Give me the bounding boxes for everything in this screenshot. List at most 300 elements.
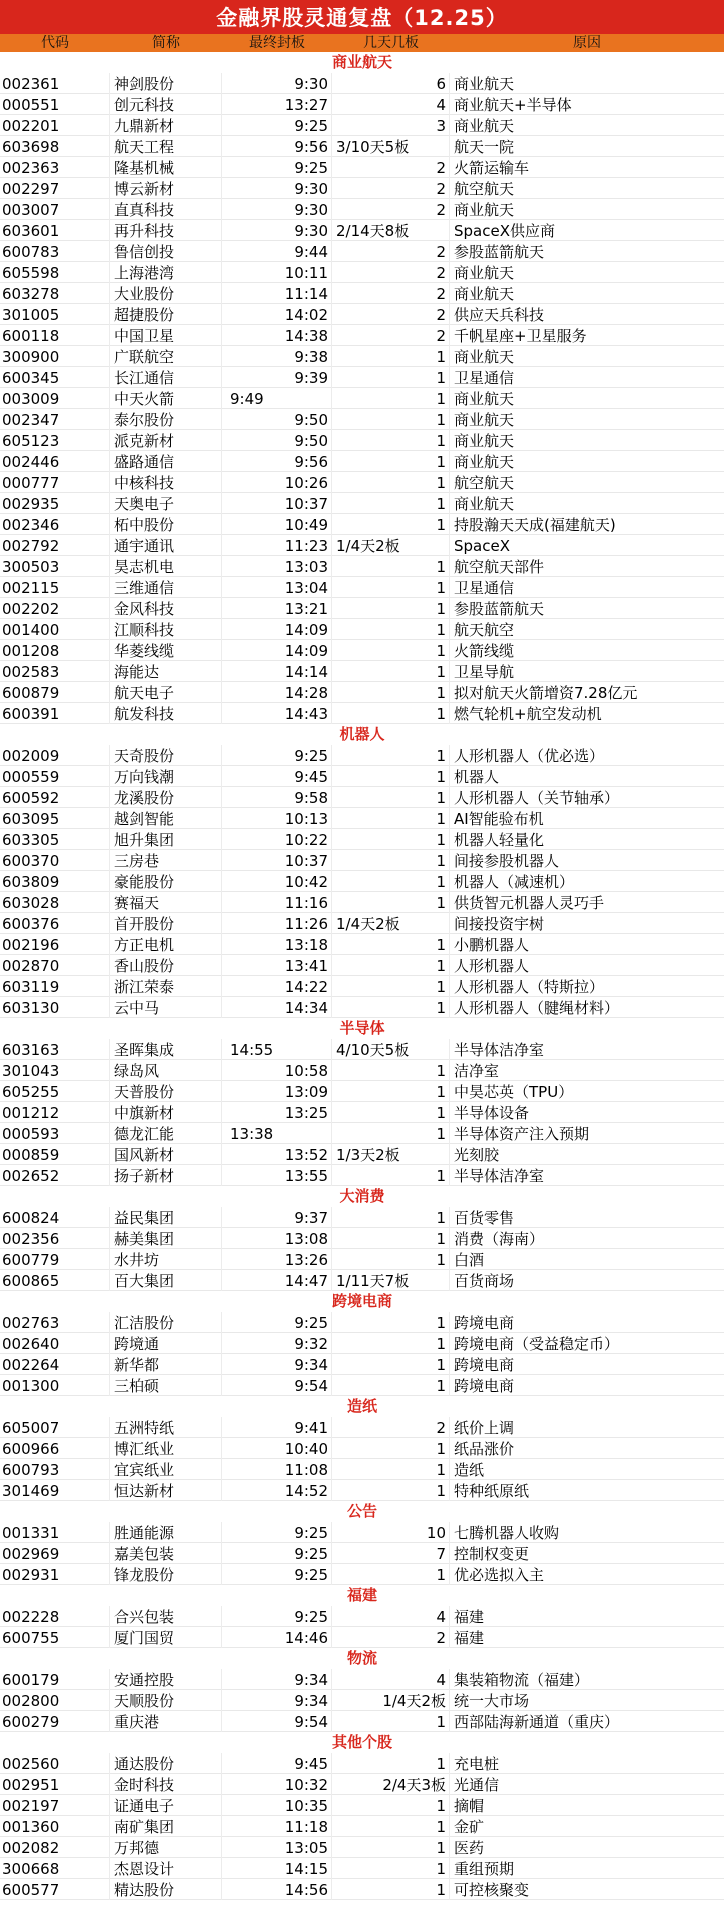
stock-name: 天奥电子 bbox=[110, 493, 222, 514]
table-row bbox=[0, 1753, 724, 1774]
limit-up-time: 10:13 bbox=[222, 808, 332, 829]
board-count: 1 bbox=[332, 1312, 450, 1333]
board-count: 6 bbox=[332, 73, 450, 94]
limit-up-time: 9:54 bbox=[222, 1711, 332, 1732]
table-row bbox=[0, 493, 724, 514]
board-count: 1 bbox=[332, 1123, 450, 1144]
reason: 商业航天 bbox=[454, 495, 515, 513]
table-row bbox=[0, 1459, 724, 1480]
stock-code: 603601 bbox=[0, 220, 110, 241]
limit-up-time: 10:42 bbox=[222, 871, 332, 892]
limit-up-time: 11:16 bbox=[222, 892, 332, 913]
reason: AI智能验布机 bbox=[454, 810, 544, 828]
table-row bbox=[0, 934, 724, 955]
section-header: 其他个股 bbox=[331, 1733, 392, 1751]
stock-name: 国风新材 bbox=[110, 1144, 222, 1165]
reason: 半导体设备 bbox=[454, 1104, 530, 1122]
stock-name: 创元科技 bbox=[110, 94, 222, 115]
board-count: 1 bbox=[332, 1858, 450, 1879]
limit-up-time: 9:25 bbox=[222, 1606, 332, 1627]
board-count: 1 bbox=[332, 514, 450, 535]
board-count: 4 bbox=[332, 94, 450, 115]
stock-code: 600879 bbox=[0, 682, 110, 703]
stock-name: 豪能股份 bbox=[110, 871, 222, 892]
board-count: 2 bbox=[332, 1627, 450, 1648]
limit-up-time: 10:22 bbox=[222, 829, 332, 850]
reason: 商业航天 bbox=[454, 201, 515, 219]
reason: 卫星通信 bbox=[454, 579, 515, 597]
table-header bbox=[0, 34, 724, 52]
reason: 半导体洁净室 bbox=[454, 1167, 545, 1185]
limit-up-time: 14:55 bbox=[222, 1039, 332, 1060]
board-count: 4 bbox=[332, 1606, 450, 1627]
table-row bbox=[0, 73, 724, 94]
reason: 纸品涨价 bbox=[454, 1440, 515, 1458]
reason: 半导体洁净室 bbox=[454, 1041, 545, 1059]
reason: 福建 bbox=[454, 1608, 485, 1626]
section-header: 公告 bbox=[346, 1502, 377, 1520]
table-row bbox=[0, 1144, 724, 1165]
stock-name: 通宇通讯 bbox=[110, 535, 222, 556]
table-row bbox=[0, 178, 724, 199]
reason: 参股蓝箭航天 bbox=[454, 600, 545, 618]
stock-name: 精达股份 bbox=[110, 1879, 222, 1900]
stock-code: 002800 bbox=[0, 1690, 110, 1711]
stock-code: 600577 bbox=[0, 1879, 110, 1900]
column-header-name: 简称 bbox=[152, 35, 180, 51]
table-row bbox=[0, 1333, 724, 1354]
limit-up-time: 9:25 bbox=[222, 1522, 332, 1543]
board-count: 10 bbox=[332, 1522, 450, 1543]
reason: 福建 bbox=[454, 1629, 485, 1647]
stock-code: 002446 bbox=[0, 451, 110, 472]
table-row bbox=[0, 304, 724, 325]
stock-name: 博云新材 bbox=[110, 178, 222, 199]
table-row bbox=[0, 283, 724, 304]
stock-name: 航天工程 bbox=[110, 136, 222, 157]
reason: 商业航天 bbox=[454, 348, 515, 366]
board-count: 1 bbox=[332, 556, 450, 577]
table-row bbox=[0, 430, 724, 451]
reason: 重组预期 bbox=[454, 1860, 515, 1878]
stock-code: 001360 bbox=[0, 1816, 110, 1837]
limit-up-time: 10:37 bbox=[222, 850, 332, 871]
stock-code: 002228 bbox=[0, 1606, 110, 1627]
table-row bbox=[0, 1249, 724, 1270]
board-count: 1 bbox=[332, 955, 450, 976]
limit-up-time: 11:18 bbox=[222, 1816, 332, 1837]
stock-name: 金风科技 bbox=[110, 598, 222, 619]
stock-code: 000859 bbox=[0, 1144, 110, 1165]
limit-up-time: 9:25 bbox=[222, 157, 332, 178]
board-count: 1 bbox=[332, 682, 450, 703]
table-row bbox=[0, 1123, 724, 1144]
reason: 间接投资宇树 bbox=[454, 915, 545, 933]
stock-code: 002201 bbox=[0, 115, 110, 136]
reason: 商业航天 bbox=[454, 411, 515, 429]
reason: 航空航天部件 bbox=[454, 558, 545, 576]
stock-name: 万向钱潮 bbox=[110, 766, 222, 787]
stock-name: 赛福天 bbox=[110, 892, 222, 913]
stock-name: 中核科技 bbox=[110, 472, 222, 493]
reason: 机器人轻量化 bbox=[454, 831, 545, 849]
section-header: 机器人 bbox=[339, 725, 385, 743]
board-count: 1 bbox=[332, 388, 450, 409]
limit-up-time: 9:58 bbox=[222, 787, 332, 808]
limit-up-time: 10:37 bbox=[222, 493, 332, 514]
limit-up-time: 13:05 bbox=[222, 1837, 332, 1858]
board-count: 1 bbox=[332, 850, 450, 871]
stock-name: 龙溪股份 bbox=[110, 787, 222, 808]
table-row bbox=[0, 787, 724, 808]
reason: 航天航空 bbox=[454, 621, 515, 639]
reason: 可控核聚变 bbox=[454, 1881, 530, 1899]
reason: 商业航天 bbox=[454, 453, 515, 471]
board-count: 3/10天5板 bbox=[332, 136, 450, 157]
reason: 人形机器人（腱绳材料） bbox=[454, 999, 620, 1017]
stock-name: 合兴包装 bbox=[110, 1606, 222, 1627]
board-count: 1 bbox=[332, 472, 450, 493]
table-row bbox=[0, 1711, 724, 1732]
stock-code: 002196 bbox=[0, 934, 110, 955]
stock-name: 圣晖集成 bbox=[110, 1039, 222, 1060]
reason: 持股瀚天天成(福建航天) bbox=[454, 516, 616, 534]
limit-up-time: 13:04 bbox=[222, 577, 332, 598]
reason: 卫星导航 bbox=[454, 663, 515, 681]
stock-name: 中天火箭 bbox=[110, 388, 222, 409]
stock-code: 603119 bbox=[0, 976, 110, 997]
table-row bbox=[0, 1690, 724, 1711]
table-row bbox=[0, 661, 724, 682]
stock-name: 香山股份 bbox=[110, 955, 222, 976]
reason: 航空航天 bbox=[454, 474, 515, 492]
reason: 供货智元机器人灵巧手 bbox=[454, 894, 605, 912]
reason: 商业航天 bbox=[454, 117, 515, 135]
stock-name: 三维通信 bbox=[110, 577, 222, 598]
limit-up-time: 14:02 bbox=[222, 304, 332, 325]
limit-up-time: 14:43 bbox=[222, 703, 332, 724]
stock-code: 300503 bbox=[0, 556, 110, 577]
board-count: 1 bbox=[332, 1711, 450, 1732]
board-count: 1 bbox=[332, 745, 450, 766]
reason: 商业航天 bbox=[454, 285, 515, 303]
stock-name: 博汇纸业 bbox=[110, 1438, 222, 1459]
limit-up-time: 11:26 bbox=[222, 913, 332, 934]
limit-up-time: 14:34 bbox=[222, 997, 332, 1018]
reason: 商业航天 bbox=[454, 432, 515, 450]
board-count: 1 bbox=[332, 1837, 450, 1858]
table-row bbox=[0, 598, 724, 619]
stock-name: 盛路通信 bbox=[110, 451, 222, 472]
stock-code: 001212 bbox=[0, 1102, 110, 1123]
reason: 商业航天 bbox=[454, 75, 515, 93]
board-count: 2 bbox=[332, 283, 450, 304]
table-row bbox=[0, 367, 724, 388]
stock-name: 越剑智能 bbox=[110, 808, 222, 829]
reason: 光刻胶 bbox=[454, 1146, 500, 1164]
stock-name: 胜通能源 bbox=[110, 1522, 222, 1543]
limit-up-time: 14:14 bbox=[222, 661, 332, 682]
stock-name: 锋龙股份 bbox=[110, 1564, 222, 1585]
column-header-time: 最终封板 bbox=[249, 35, 305, 51]
reason: 跨境电商（受益稳定币） bbox=[454, 1335, 620, 1353]
limit-up-time: 11:08 bbox=[222, 1459, 332, 1480]
board-count: 1/3天2板 bbox=[332, 1144, 450, 1165]
stock-code: 003009 bbox=[0, 388, 110, 409]
stock-code: 603130 bbox=[0, 997, 110, 1018]
reason: 小鹏机器人 bbox=[454, 936, 530, 954]
limit-up-time: 13:18 bbox=[222, 934, 332, 955]
board-count: 1 bbox=[332, 1459, 450, 1480]
reason: 商业航天+半导体 bbox=[454, 96, 572, 114]
stock-code: 600179 bbox=[0, 1669, 110, 1690]
reason: 跨境电商 bbox=[454, 1377, 515, 1395]
stock-name: 宜宾纸业 bbox=[110, 1459, 222, 1480]
table-row bbox=[0, 619, 724, 640]
stock-name: 江顺科技 bbox=[110, 619, 222, 640]
limit-up-time: 10:49 bbox=[222, 514, 332, 535]
stock-code: 001400 bbox=[0, 619, 110, 640]
table-row bbox=[0, 94, 724, 115]
stock-name: 绿岛风 bbox=[110, 1060, 222, 1081]
table-row bbox=[0, 346, 724, 367]
limit-up-time: 14:47 bbox=[222, 1270, 332, 1291]
board-count: 1 bbox=[332, 577, 450, 598]
stock-name: 嘉美包装 bbox=[110, 1543, 222, 1564]
board-count: 1 bbox=[332, 871, 450, 892]
limit-up-time: 9:30 bbox=[222, 220, 332, 241]
limit-up-time: 13:52 bbox=[222, 1144, 332, 1165]
stock-code: 600793 bbox=[0, 1459, 110, 1480]
stock-name: 德龙汇能 bbox=[110, 1123, 222, 1144]
table-row bbox=[0, 388, 724, 409]
stock-code: 002583 bbox=[0, 661, 110, 682]
reason: 统一大市场 bbox=[454, 1692, 530, 1710]
limit-up-time: 9:38 bbox=[222, 346, 332, 367]
stock-name: 隆基机械 bbox=[110, 157, 222, 178]
limit-up-time: 13:55 bbox=[222, 1165, 332, 1186]
table-row bbox=[0, 808, 724, 829]
board-count: 1/4天2板 bbox=[332, 1690, 450, 1711]
reason: 供应天兵科技 bbox=[454, 306, 545, 324]
table-row bbox=[0, 514, 724, 535]
limit-up-time: 10:58 bbox=[222, 1060, 332, 1081]
reason: 人形机器人 bbox=[454, 957, 530, 975]
stock-name: 恒达新材 bbox=[110, 1480, 222, 1501]
board-count: 2 bbox=[332, 157, 450, 178]
board-count: 2 bbox=[332, 262, 450, 283]
stock-code: 000777 bbox=[0, 472, 110, 493]
table-row bbox=[0, 1522, 724, 1543]
stock-code: 301043 bbox=[0, 1060, 110, 1081]
stock-name: 通达股份 bbox=[110, 1753, 222, 1774]
table-row bbox=[0, 766, 724, 787]
table-row bbox=[0, 1837, 724, 1858]
board-count: 1 bbox=[332, 1564, 450, 1585]
table-row bbox=[0, 535, 724, 556]
reason: 航天一院 bbox=[454, 138, 515, 156]
stock-code: 600865 bbox=[0, 1270, 110, 1291]
table-row bbox=[0, 1564, 724, 1585]
stock-name: 南矿集团 bbox=[110, 1816, 222, 1837]
limit-up-time: 9:41 bbox=[222, 1417, 332, 1438]
stock-name: 泰尔股份 bbox=[110, 409, 222, 430]
limit-up-time: 9:25 bbox=[222, 745, 332, 766]
stock-name: 直真科技 bbox=[110, 199, 222, 220]
reason: 卫星通信 bbox=[454, 369, 515, 387]
stock-name: 九鼎新材 bbox=[110, 115, 222, 136]
stock-code: 002931 bbox=[0, 1564, 110, 1585]
board-count: 1 bbox=[332, 1816, 450, 1837]
stock-name: 五洲特纸 bbox=[110, 1417, 222, 1438]
board-count: 1 bbox=[332, 1207, 450, 1228]
table-row bbox=[0, 997, 724, 1018]
stock-code: 600592 bbox=[0, 787, 110, 808]
limit-up-time: 9:44 bbox=[222, 241, 332, 262]
stock-name: 新华都 bbox=[110, 1354, 222, 1375]
stock-code: 603028 bbox=[0, 892, 110, 913]
reason: SpaceX供应商 bbox=[454, 222, 555, 240]
stock-code: 000551 bbox=[0, 94, 110, 115]
board-count: 1 bbox=[332, 619, 450, 640]
limit-up-time: 11:14 bbox=[222, 283, 332, 304]
reason: 燃气轮机+航空发动机 bbox=[454, 705, 602, 723]
board-count: 1 bbox=[332, 1228, 450, 1249]
table-row bbox=[0, 829, 724, 850]
stock-code: 002792 bbox=[0, 535, 110, 556]
limit-up-time: 13:09 bbox=[222, 1081, 332, 1102]
stock-name: 赫美集团 bbox=[110, 1228, 222, 1249]
stock-name: 三柏硕 bbox=[110, 1375, 222, 1396]
board-count: 1 bbox=[332, 997, 450, 1018]
limit-up-time: 9:45 bbox=[222, 1753, 332, 1774]
stock-name: 汇洁股份 bbox=[110, 1312, 222, 1333]
stock-code: 000559 bbox=[0, 766, 110, 787]
stock-name: 广联航空 bbox=[110, 346, 222, 367]
stock-code: 603698 bbox=[0, 136, 110, 157]
limit-up-time: 14:22 bbox=[222, 976, 332, 997]
stock-code: 002346 bbox=[0, 514, 110, 535]
section-header: 商业航天 bbox=[331, 53, 392, 71]
limit-up-time: 9:56 bbox=[222, 136, 332, 157]
limit-up-time: 9:25 bbox=[222, 1312, 332, 1333]
board-count: 1 bbox=[332, 976, 450, 997]
table-row bbox=[0, 1438, 724, 1459]
table-row bbox=[0, 1606, 724, 1627]
stock-name: 金时科技 bbox=[110, 1774, 222, 1795]
limit-up-time: 14:28 bbox=[222, 682, 332, 703]
reason: 白酒 bbox=[454, 1251, 485, 1269]
board-count: 1 bbox=[332, 661, 450, 682]
board-count: 1 bbox=[332, 346, 450, 367]
section-header: 大消费 bbox=[339, 1187, 385, 1205]
stock-name: 扬子新材 bbox=[110, 1165, 222, 1186]
stock-name: 昊志机电 bbox=[110, 556, 222, 577]
stock-code: 605255 bbox=[0, 1081, 110, 1102]
table-row bbox=[0, 1270, 724, 1291]
stock-code: 002361 bbox=[0, 73, 110, 94]
board-count: 1 bbox=[332, 409, 450, 430]
table-row bbox=[0, 262, 724, 283]
reason: 千帆星座+卫星服务 bbox=[454, 327, 587, 345]
stock-code: 301005 bbox=[0, 304, 110, 325]
stock-code: 002197 bbox=[0, 1795, 110, 1816]
stock-name: 厦门国贸 bbox=[110, 1627, 222, 1648]
board-count: 2/14天8板 bbox=[332, 220, 450, 241]
board-count: 1 bbox=[332, 1081, 450, 1102]
stock-name: 首开股份 bbox=[110, 913, 222, 934]
stock-code: 002115 bbox=[0, 577, 110, 598]
stock-code: 600345 bbox=[0, 367, 110, 388]
stock-code: 002935 bbox=[0, 493, 110, 514]
stock-code: 300900 bbox=[0, 346, 110, 367]
board-count: 1 bbox=[332, 1795, 450, 1816]
table-row bbox=[0, 1480, 724, 1501]
limit-up-time: 9:30 bbox=[222, 199, 332, 220]
board-count: 2 bbox=[332, 325, 450, 346]
board-count: 1 bbox=[332, 367, 450, 388]
stock-code: 600279 bbox=[0, 1711, 110, 1732]
board-count: 1/11天7板 bbox=[332, 1270, 450, 1291]
table-row bbox=[0, 157, 724, 178]
reason: 金矿 bbox=[454, 1818, 485, 1836]
table-row bbox=[0, 1816, 724, 1837]
limit-up-time: 9:54 bbox=[222, 1375, 332, 1396]
stock-code: 600779 bbox=[0, 1249, 110, 1270]
stock-code: 002347 bbox=[0, 409, 110, 430]
board-count: 1 bbox=[332, 934, 450, 955]
limit-up-time: 14:09 bbox=[222, 640, 332, 661]
limit-up-time: 14:38 bbox=[222, 325, 332, 346]
table-row bbox=[0, 682, 724, 703]
reason: 跨境电商 bbox=[454, 1356, 515, 1374]
stock-code: 001300 bbox=[0, 1375, 110, 1396]
board-count: 1 bbox=[332, 829, 450, 850]
reason: 优必选拟入主 bbox=[454, 1566, 545, 1584]
stock-name: 水井坊 bbox=[110, 1249, 222, 1270]
limit-up-time: 13:03 bbox=[222, 556, 332, 577]
reason: 商业航天 bbox=[454, 390, 515, 408]
column-header-days: 几天几板 bbox=[363, 35, 419, 51]
limit-up-time: 9:32 bbox=[222, 1333, 332, 1354]
board-count: 2 bbox=[332, 304, 450, 325]
limit-up-time: 9:45 bbox=[222, 766, 332, 787]
limit-up-time: 9:25 bbox=[222, 1543, 332, 1564]
board-count: 1 bbox=[332, 640, 450, 661]
reason: 控制权变更 bbox=[454, 1545, 530, 1563]
limit-up-time: 13:21 bbox=[222, 598, 332, 619]
stock-code: 002969 bbox=[0, 1543, 110, 1564]
board-count: 1 bbox=[332, 1165, 450, 1186]
stock-name: 天顺股份 bbox=[110, 1690, 222, 1711]
board-count: 3 bbox=[332, 115, 450, 136]
table-row bbox=[0, 115, 724, 136]
stock-name: 跨境通 bbox=[110, 1333, 222, 1354]
limit-up-time: 13:26 bbox=[222, 1249, 332, 1270]
limit-up-time: 10:40 bbox=[222, 1438, 332, 1459]
board-count: 1 bbox=[332, 787, 450, 808]
stock-code: 003007 bbox=[0, 199, 110, 220]
limit-up-time: 9:34 bbox=[222, 1690, 332, 1711]
stock-code: 603095 bbox=[0, 808, 110, 829]
reason: 机器人 bbox=[454, 768, 500, 786]
board-count: 1 bbox=[332, 1060, 450, 1081]
board-count: 1 bbox=[332, 451, 450, 472]
reason: 造纸 bbox=[454, 1461, 485, 1479]
limit-up-time: 9:56 bbox=[222, 451, 332, 472]
reason: 火箭运输车 bbox=[454, 159, 530, 177]
stock-code: 600824 bbox=[0, 1207, 110, 1228]
